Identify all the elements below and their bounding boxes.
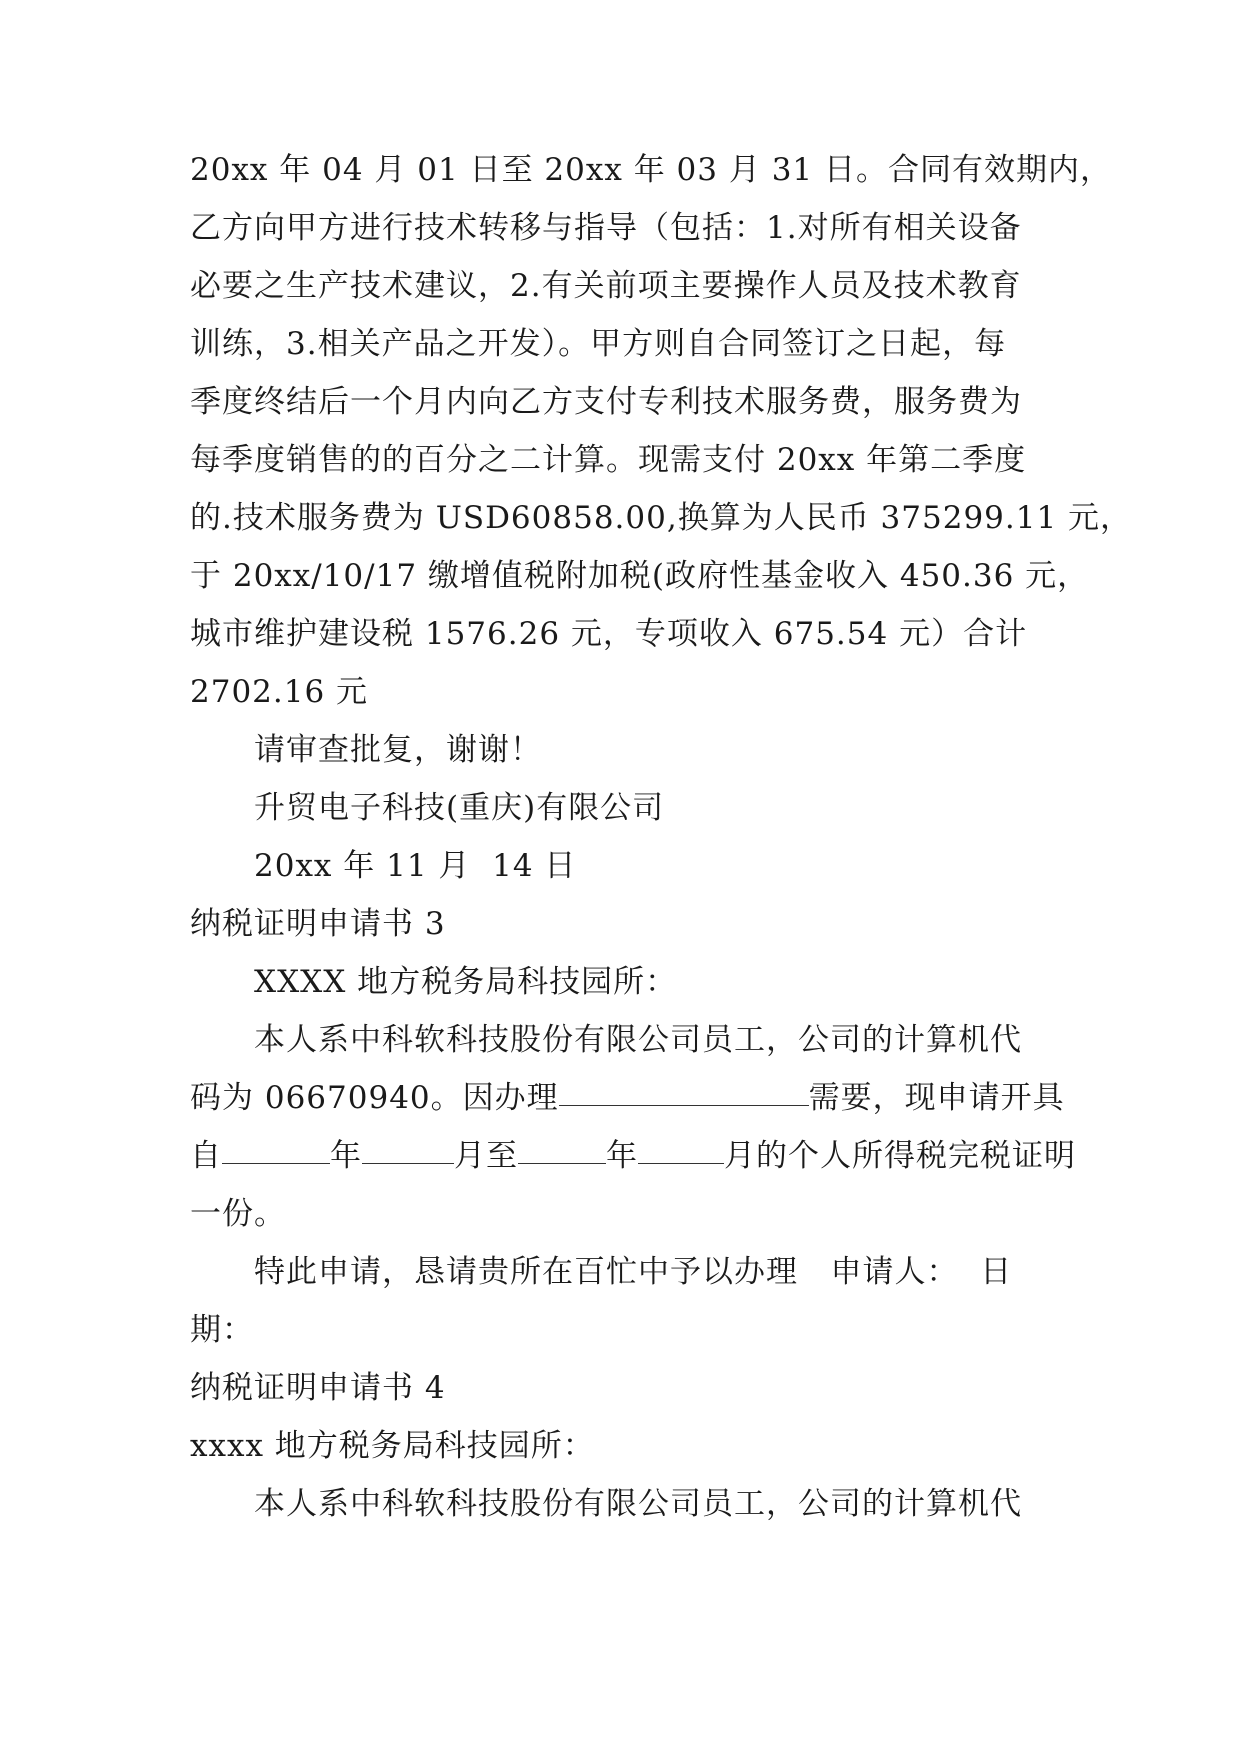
fill-in-blank <box>222 1162 330 1164</box>
signature-date: 20xx 年 11 月 14 日 <box>254 848 577 884</box>
closing-remark: 请审查批复，谢谢！ <box>254 732 542 768</box>
paragraph-line: 城市维护建设税 1576.26 元，专项收入 675.54 元）合计 <box>190 616 1028 652</box>
body-text: 月至 <box>454 1138 518 1174</box>
paragraph-line: 2702.16 元 <box>190 674 369 710</box>
company-signature: 升贸电子科技(重庆)有限公司 <box>254 790 665 826</box>
request-line: 期： <box>190 1312 254 1348</box>
body-text: 自 <box>190 1138 222 1174</box>
fill-in-blank <box>638 1162 724 1164</box>
body-text: 码为 06670940。因办理 <box>190 1080 559 1116</box>
salutation: xxxx 地方税务局科技园所： <box>190 1428 595 1464</box>
body-line: 本人系中科软科技股份有限公司员工，公司的计算机代 <box>254 1486 1022 1522</box>
section-title: 纳税证明申请书 4 <box>190 1370 446 1406</box>
salutation: XXXX 地方税务局科技园所： <box>254 964 678 1000</box>
paragraph-line: 于 20xx/10/17 缴增值税附加税(政府性基金收入 450.36 元， <box>190 558 1090 594</box>
body-line <box>190 1136 1076 1176</box>
paragraph-line: 季度终结后一个月内向乙方支付专利技术服务费，服务费为 <box>190 384 1022 420</box>
fill-in-blank <box>362 1162 454 1164</box>
section-title: 纳税证明申请书 3 <box>190 906 446 942</box>
body-text: 月的个人所得税完税证明 <box>724 1138 1076 1174</box>
request-line: 特此申请，恳请贵所在百忙中予以办理 申请人： 日 <box>254 1254 1013 1290</box>
body-line: 本人系中科软科技股份有限公司员工，公司的计算机代 <box>254 1022 1022 1058</box>
paragraph-line: 的.技术服务费为 USD60858.00,换算为人民币 375299.11 元， <box>190 500 1133 536</box>
fill-in-blank <box>559 1104 809 1106</box>
body-line: 一份。 <box>190 1196 286 1232</box>
body-text: 需要，现申请开具 <box>808 1080 1065 1116</box>
paragraph-line: 20xx 年 04 月 01 日至 20xx 年 03 月 31 日。合同有效期内， <box>190 152 1113 188</box>
paragraph-line: 乙方向甲方进行技术转移与指导（包括：1.对所有相关设备 <box>190 210 1022 246</box>
fill-in-blank <box>518 1162 606 1164</box>
paragraph-line: 必要之生产技术建议，2.有关前项主要操作人员及技术教育 <box>190 268 1022 304</box>
body-line <box>190 1078 1065 1118</box>
body-text: 年 <box>606 1138 638 1174</box>
paragraph-line: 每季度销售的的百分之二计算。现需支付 20xx 年第二季度 <box>190 442 1027 478</box>
body-text: 年 <box>330 1138 362 1174</box>
paragraph-line: 训练，3.相关产品之开发）。甲方则自合同签订之日起，每 <box>190 326 1007 362</box>
